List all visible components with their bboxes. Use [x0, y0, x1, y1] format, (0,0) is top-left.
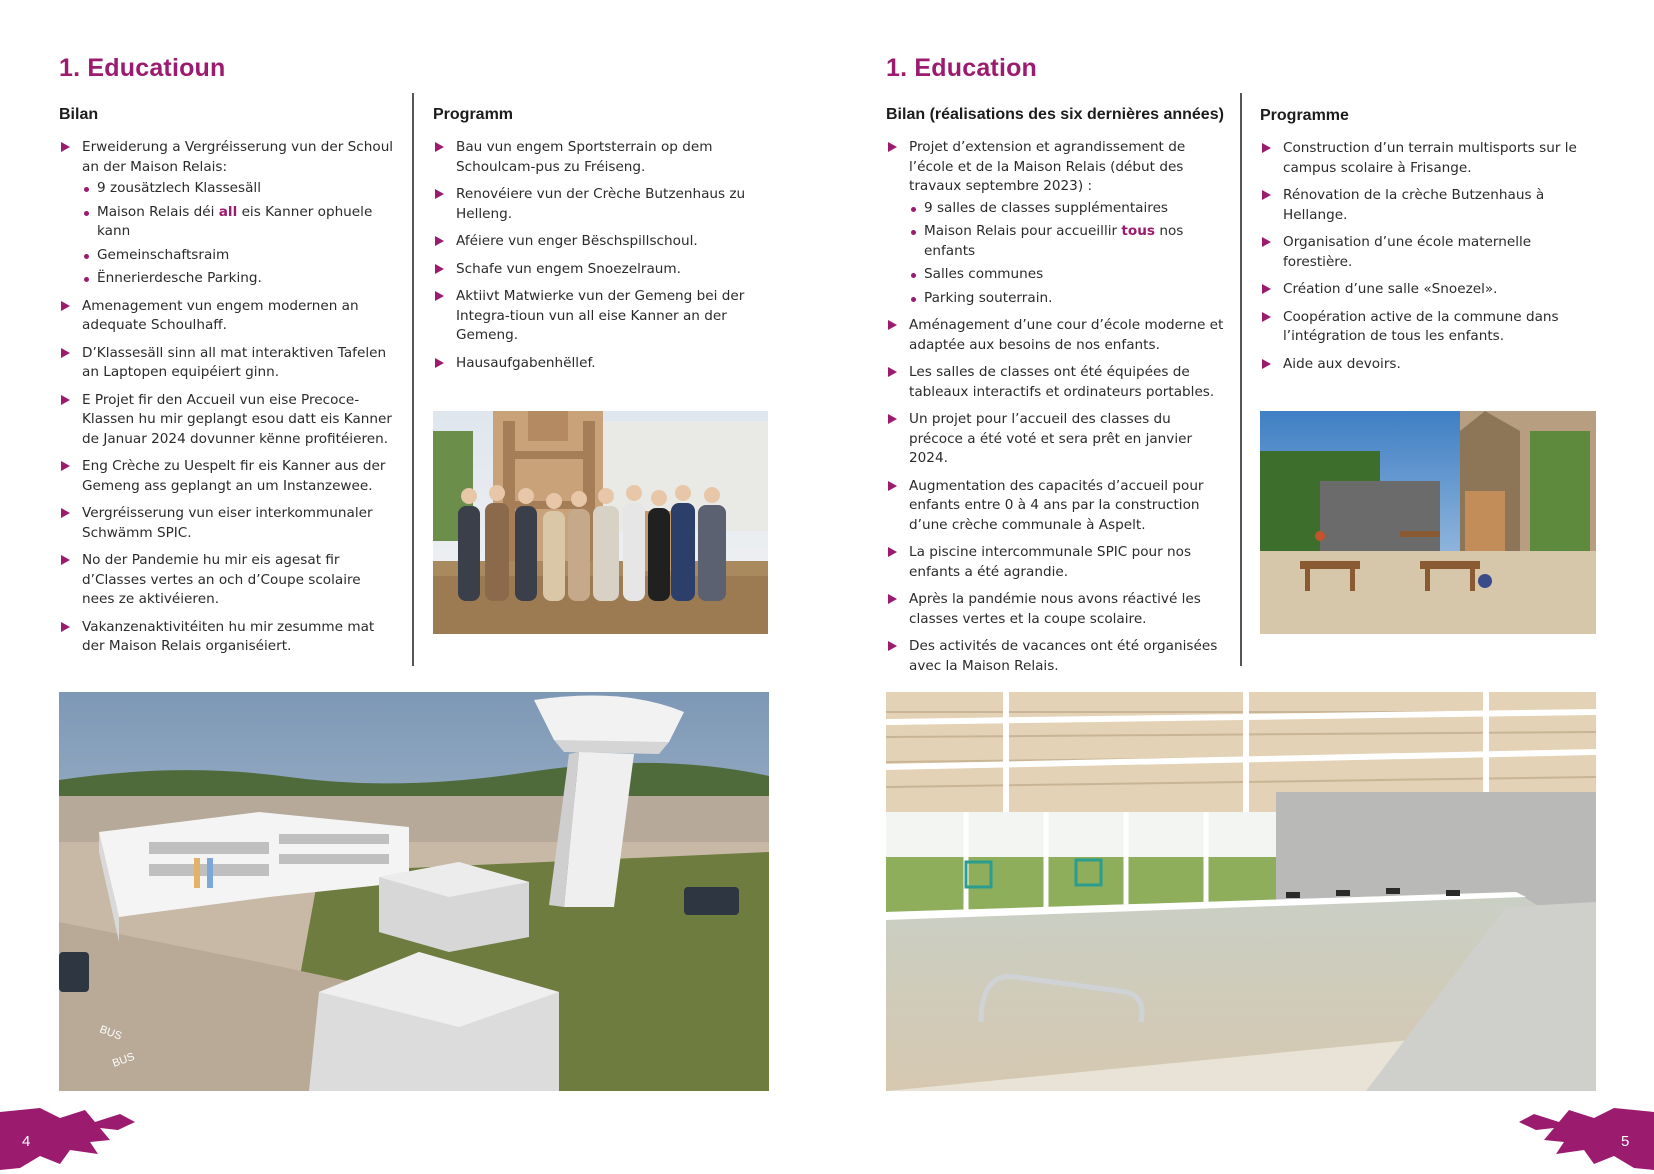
list-item: Vergréisserung vun eiser interkommunaler Schwämm SPIC. — [59, 504, 397, 543]
page-number-right: 5 — [1621, 1133, 1630, 1150]
list-item: Construction d’un terrain multisports sur le campus scolaire à Frisange. — [1260, 139, 1598, 178]
programm-list-right — [1260, 139, 1598, 382]
bilan-heading-left: Bilan — [59, 106, 99, 123]
brush-decoration-left — [0, 1108, 140, 1170]
pool-illustration — [886, 692, 1596, 1091]
programm-heading-left: Programm — [433, 106, 514, 123]
list-item: Erweiderung a Vergréisserung vun der Schoul an der Maison Relais: 9 zousätzlech Klassesäll Maison Relais déi all eis Kanner ophuele kann Gemeinschaftsraim Ënnerierdesche Parking. — [59, 138, 397, 289]
bilan-list-right — [886, 138, 1226, 684]
school-render-image — [59, 692, 769, 1091]
list-item: Vakanzenaktivitéiten hu mir zesumme mat der Maison Relais organiséiert. — [59, 618, 397, 657]
brush-stroke-icon — [1514, 1108, 1654, 1170]
list-item: Maison Relais déi all eis Kanner ophuele kann — [82, 203, 397, 242]
list-item: La piscine intercommunale SPIC pour nos enfants a été agrandie. — [886, 543, 1226, 582]
programm-list-left — [433, 138, 773, 381]
courtyard-illustration — [1260, 411, 1596, 634]
bus-marking-1: BUS — [97, 1023, 124, 1043]
column-divider-left — [412, 93, 414, 666]
list-item: Parking souterrain. — [909, 289, 1226, 309]
list-item: Des activités de vacances ont été organisées avec la Maison Relais. — [886, 637, 1226, 676]
swimming-pool-render-image — [886, 692, 1596, 1091]
courtyard-render-image — [1260, 411, 1596, 634]
page-title-right: 1. Education — [886, 54, 1038, 82]
column-divider-right — [1240, 93, 1242, 666]
list-item: Création d’une salle «Snoezel». — [1260, 280, 1598, 300]
list-item: Renovéiere vun der Crèche Butzenhaus zu Helleng. — [433, 185, 773, 224]
list-item: Ënnerierdesche Parking. — [82, 269, 397, 289]
list-item: Un projet pour l’accueil des classes du précoce a été voté et sera prêt en janvier 2024. — [886, 410, 1226, 469]
list-item: No der Pandemie hu mir eis agesat fir d’Classes vertes an och d’Coupe scolaire nees ze aktivéieren. — [59, 551, 397, 610]
page-number-left: 4 — [22, 1133, 31, 1150]
list-item: Rénovation de la crèche Butzenhaus à Hellange. — [1260, 186, 1598, 225]
group-photo — [433, 411, 768, 634]
list-item: Augmentation des capacités d’accueil pour enfants entre 0 à 4 ans par la construction d’une crèche communale à Aspelt. — [886, 477, 1226, 536]
bus-marking-2: BUS — [110, 1050, 137, 1070]
list-item: Aktiivt Matwierke vun der Gemeng bei der Integra-tioun vun all eise Kanner an der Gemeng. — [433, 287, 773, 346]
list-item: 9 zousätzlech Klassesäll — [82, 179, 397, 199]
brush-stroke-icon — [0, 1108, 140, 1170]
list-item: Bau vun engem Sportsterrain op dem Schoulcam-pus zu Fréiseng. — [433, 138, 773, 177]
list-item: 9 salles de classes supplémentaires — [909, 199, 1226, 219]
list-item: Maison Relais pour accueillir tous nos enfants — [909, 222, 1226, 261]
list-item: Gemeinschaftsraim — [82, 246, 397, 266]
page-title-left: 1. Educatioun — [59, 54, 226, 82]
list-item: D’Klassesäll sinn all mat interaktiven Tafelen an Laptopen equipéiert ginn. — [59, 344, 397, 383]
programm-heading-right: Programme — [1260, 107, 1349, 124]
list-item: Les salles de classes ont été équipées de tableaux interactifs et ordinateurs portables. — [886, 363, 1226, 402]
list-item: Eng Crèche zu Uespelt fir eis Kanner aus der Gemeng ass geplangt an um Instanzewee. — [59, 457, 397, 496]
list-item: Organisation d’une école maternelle forestière. — [1260, 233, 1598, 272]
list-item: Coopération active de la commune dans l’intégration de tous les enfants. — [1260, 308, 1598, 347]
list-item: Aide aux devoirs. — [1260, 355, 1598, 375]
brush-decoration-right — [1514, 1108, 1654, 1170]
list-item: E Projet fir den Accueil vun eise Precoce-Klassen hu mir geplangt esou datt eis Kanner de Januar 2024 dovunner kënne profitéieren. — [59, 391, 397, 450]
list-item: Après la pandémie nous avons réactivé les classes vertes et la coupe scolaire. — [886, 590, 1226, 629]
list-item: Aféiere vun enger Bëschspillschoul. — [433, 232, 773, 252]
list-item: Aménagement d’une cour d’école moderne et adaptée aux besoins de nos enfants. — [886, 316, 1226, 355]
list-item: Salles communes — [909, 265, 1226, 285]
list-item: Amenagement vun engem modernen an adequate Schoulhaff. — [59, 297, 397, 336]
school-render-illustration — [59, 692, 769, 1091]
bilan-heading-right: Bilan (réalisations des six dernières années) — [886, 106, 1224, 123]
group-photo-illustration — [433, 411, 768, 634]
list-item: Schafe vun engem Snoezelraum. — [433, 260, 773, 280]
bilan-list-left — [59, 138, 397, 665]
list-item: Hausaufgabenhëllef. — [433, 354, 773, 374]
list-item: Projet d’extension et agrandissement de l’école et de la Maison Relais (début des travaux septembre 2023) : 9 salles de classes supplémentaires Maison Relais pour accueillir tous nos enfants Salles communes Parking souterrain. — [886, 138, 1226, 308]
